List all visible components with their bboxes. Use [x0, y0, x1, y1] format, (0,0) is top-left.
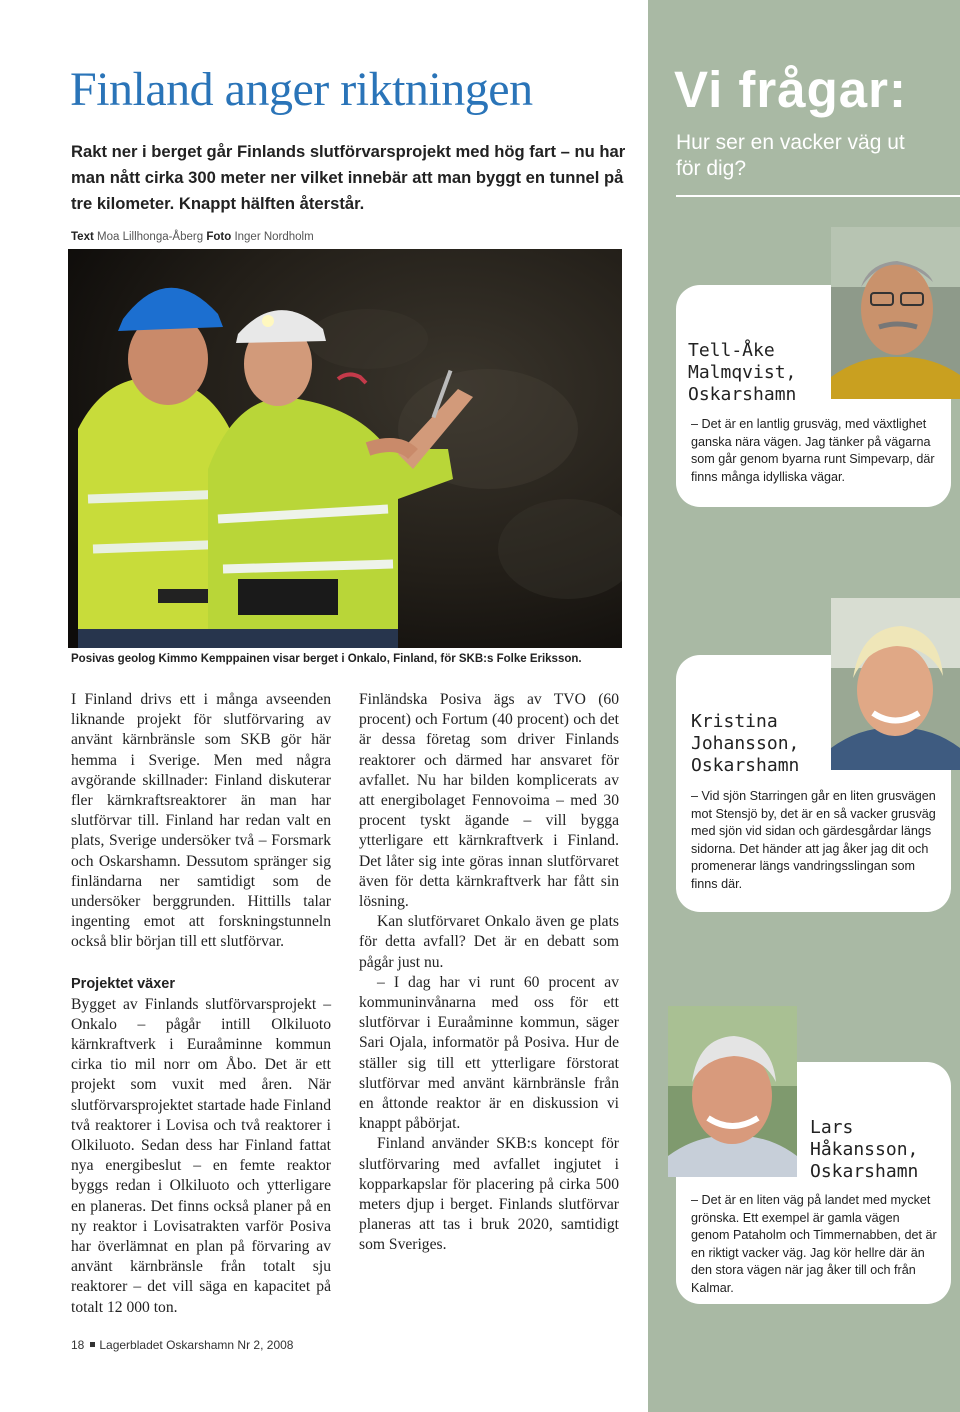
person-name-3 — [810, 1117, 918, 1183]
person-1-lastname: Malmqvist, — [688, 362, 797, 383]
sidebar-divider — [676, 195, 960, 197]
byline-text-label: Text — [71, 231, 94, 243]
article-photo — [68, 249, 622, 648]
article-title: Finland anger riktningen — [70, 63, 533, 116]
person-2-firstname: Kristina — [691, 711, 778, 732]
sidebar-heading: Vi frågar: — [674, 61, 907, 118]
col1-paragraph-1: I Finland drivs ett i många avseenden liknande projekt för slutförvaring av använt kärnbränsle som SKB gör här hemma i Sverige. Men med några avgörande skillnader: Finland diskuterar fler kärnkraftsreaktorer än man har slutförvar till. Finland har redan valt en plats, Sverige undersöker två – Forsmark och Oskarshamn. Dessutom spränger sig finländarna ner samtidigt som de undersöker berggrunden. Hittills talar ingenting emot att forskningstunneln också blir början till ett slutförvar. — [71, 691, 331, 951]
col2-paragraph-2: Kan slutförvaret Onkalo även ge plats för detta avfall? Det är en debatt som pågår just nu. — [359, 913, 619, 971]
byline — [71, 231, 314, 243]
col2-paragraph-1: Finländska Posiva ägs av TVO (60 procent) och Fortum (40 procent) och det är dessa företag som driver Finlands reaktorer och därmed har ansvaret för avfallet. Nu har bilden komplicerats av att energibolaget Fennovoima – med 30 procent tyskt ägande – vill bygga ytterligare ett kärnkraftverk i Finland. Det låter sig inte göras innan slutförvaret även för detta kärnkraftverk har fått sin lösning. — [359, 691, 619, 911]
person-2-lastname: Johansson, — [691, 733, 800, 754]
person-2-town: Oskarshamn — [691, 755, 800, 776]
article-column-1 — [71, 690, 331, 1318]
page-footer — [71, 1338, 293, 1352]
article-lead: Rakt ner i berget går Finlands slutförvarsprojekt med hög fart – nu har man nått cirka 300 meter ner vilket innebär att man byggt en tunnel på tre kilometer. Knappt hälften återstår. — [71, 142, 626, 213]
person-1-firstname: Tell-Åke — [688, 340, 775, 361]
person-3-firstname: Lars — [810, 1117, 854, 1138]
sidebar-question: Hur ser en vacker väg ut för dig? — [676, 131, 905, 180]
col1-subheading: Projektet växer — [71, 975, 175, 992]
byline-photographer: Inger Nordholm — [234, 231, 314, 243]
person-quote-3: – Det är en liten väg på landet med mycket grönska. Ett exempel är gamla vägen genom Pataholm och Timmernabben, det är en riktigt vacker väg. Jag kör hellre där än den stora vägen när jag åker till och från Kalmar. — [691, 1193, 937, 1295]
tunnel-photo-illustration — [68, 249, 622, 648]
person-3-lastname: Håkansson, — [810, 1139, 919, 1160]
portrait-photo-1 — [831, 227, 960, 399]
footer-square-icon — [90, 1342, 95, 1347]
person-name-2 — [691, 711, 799, 777]
byline-author: Moa Lillhonga-Åberg — [97, 231, 204, 243]
person-quote-2: – Vid sjön Starringen går en liten grusvägen mot Stensjö by, det är en så vacker grusväg med sjön vid sidan och gärdesgårdar längs sidorna. Det händer att jag åker jag dit och promenerar längs vandringsslingan som finns där. — [691, 789, 936, 891]
portrait-photo-3 — [668, 1006, 797, 1177]
publication-name: Lagerbladet Oskarshamn Nr 2, 2008 — [99, 1338, 294, 1352]
portrait-photo-2 — [831, 598, 960, 770]
person-quote-1: – Det är en lantlig grusväg, med växtlighet ganska nära vägen. Jag tänker på vägarna som går genom byarna runt Simpevarp, där finns många idylliska vägar. — [691, 417, 935, 484]
person-3-town: Oskarshamn — [810, 1161, 919, 1182]
article-column-2 — [359, 690, 619, 1256]
person-1-town: Oskarshamn — [688, 384, 797, 405]
byline-photo-label: Foto — [206, 231, 232, 243]
person-name-1 — [688, 340, 796, 406]
page-number: 18 — [71, 1338, 85, 1352]
col2-paragraph-4: Finland använder SKB:s koncept för slutförvaring med avfallet ingjutet i kopparkapslar för placering på cirka 500 meters djup i berget. Finlands slutförvar planeras att tas i bruk 2020, samtidigt som Sveriges. — [359, 1135, 619, 1254]
col2-paragraph-3: – I dag har vi runt 60 procent av kommuninvånarna med oss för ett slutförvar i Euraåminne kommun, säger Sari Ojala, informatör på Posiva. Hur de ställer sig till ett ytterligare förstorat slutförvar med använt kärnbränsle från en åttonde reaktor är en diskussion vi knappt påbörjat. — [359, 973, 619, 1133]
photo-caption: Posivas geolog Kimmo Kemppainen visar berget i Onkalo, Finland, för SKB:s Folke Eriksson. — [71, 653, 582, 665]
col1-paragraph-2: Bygget av Finlands slutförvarsprojekt – Onkalo – pågår intill Olkiluoto kärnkraftverk i Euraåminne kommun cirka tio mil norr om Åbo. Det är ett projekt som vuxit med åren. När slutförvarsprojektet startade hade Finland två reaktorer i Lovisa och två reaktorer i Olkiluoto. Sedan dess har Finland fattat nya energibeslut – en femte reaktor byggs redan i Olkiluoto och ytterligare en planeras. Det finns också planer på en ny reaktor i Lovisatrakten varför Posiva har överlämnat en plan på förvaring av använt kärnbränsle från totalt sju reaktorer – det vill säga en kapacitet på totalt 12 000 ton. — [71, 995, 331, 1316]
